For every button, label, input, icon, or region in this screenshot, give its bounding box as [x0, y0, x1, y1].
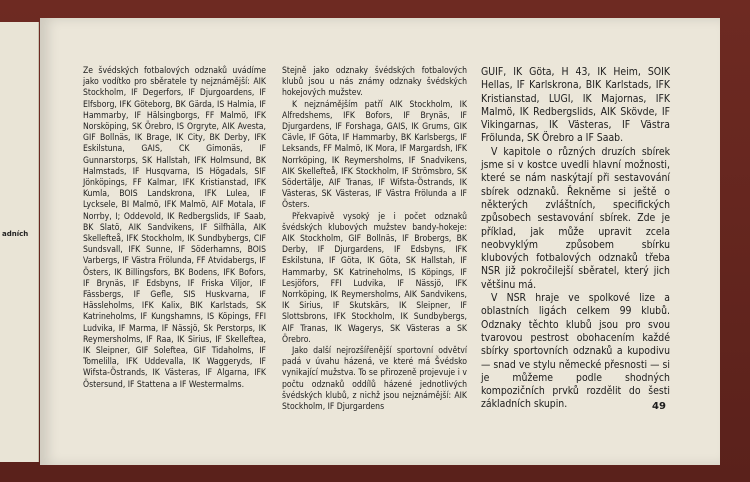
paragraph: GUIF, IK Göta, H 43, IK Heim, SOIK Hellas, IF Karlskrona, BIK Karlstads, IFK Kristianstad, LUGI, IK Majornas, IFK Malmö, IK Redbergslids, AIK Skövde, IF Vikingarnas, IK Västeras, IF Västra Frölunda, SK Örebro a IF Saab. — [481, 66, 670, 145]
paragraph: V NSR hraje ve spolkové lize a oblastních ligách celkem 99 klubů. Odznaky těchto klubů jsou pro svou tvarovou pestrost obohacením každé sbírky sportovních odznaků a kupodivu — snad ve stylu německé přesnosti — si je můžeme podle shodných kompozičních prvků rozdělit do šesti základních skupin. — [481, 292, 670, 411]
text-column-1 — [83, 66, 266, 391]
paragraph: K nejznámějším patří AIK Stockholm, IK Alfredshems, IFK Bofors, IF Brynäs, IF Djurgardens, IF Forshaga, GAIS, IK Grums, GIK Cävle, IF Göta, IF Hammarby, BK Karlsbergs, IF Leksands, FF Malmö, IK Mora, IF Margardsh, IFK Norrköping, IK Reymersholms, IF Snadvikens, AIK Skellefteå, IFK Stockholm, IF Strömsbro, SK Södertälje, AIF Tranas, IF Wifsta-Östrands, IK Västeras, SK Västeras, IF Västra Frölunda a IF Östers. — [282, 99, 467, 211]
paragraph: Ze švédských fotbalových odznaků uvádíme jako vodítko pro sběratele ty nejznámější: AIK Stockholm, IF Degerfors, IF Djurgoardens, IF Elfsborg, IFK Göteborg, BK Gärda, IS Halmia, IF Hammarby, IF Hälsingborgs, FF Malmö, IFK Norsköping, SK Örebro, IS Orgryte, AIK Avesta, GIF Bollnäs, IK Brage, IK City, BK Derby, IFK Eskilstuna, GAIS, CK Gimonäs, IF Gunnarstorps, SK Hallstah, IFK Holmsund, BK Halmstads, IF Husqvarna, IS Högadals, SIF Jönköpings, FF Kalmar, IFK Kristianstad, IFK Kumla, BOIS Landskrona, IFK Lulea, IF Lycksele, BI Malmö, IFK Malmö, AIF Motala, IF Norrby, I; Oddevold, IK Redbergslids, IF Saab, BK Slatö, AIK Sandvikens, IF Silfhälla, AIK Skellefteå, IFK Stockholm, IK Sundbybergs, CIF Sundsvall, IFK Sunne, IF Söderhamns, BOIS Varbergs, IF Västra Frölunda, FF Atvidabergs, IF Östers, IK Billingsfors, BK Bodens, IFK Bofors, IF Brynäs, IF Edsbyns, IF Friska Viljor, IF Fässbergs, IF Gefle, SIS Huskvarna, IF Hässleholms, IFK Kalix, BIK Karlstads, SK Katrineholms, IF Kungshamns, IS Köpings, FFI Ludvika, IF Marma, IF Nässjö, Sk Perstorps, IK Reymersholms, IF Raa, IK Sirius, IF Skelleftea, IK Sleipner, GIF Soleftea, GIF Tidaholms, IF Tomelilla, IFK Uddevalla, IK Waggeryds, IF Wifsta-Östrands, IK Västeras, IF Algarna, IFK Östersund, IF Stattena a IF Westermalms. — [83, 66, 266, 390]
paragraph: Překvapivě vysoký je i počet odznaků švédských klubových mužstev bandy-hokeje: AIK Stockholm, GIF Bollnäs, IF Brobergs, BK Derby, IF Djurgardens, IF Edsbyns, IFK Eskilstuna, IF Göta, IK Göta, SK Hallstah, IF Hammarby, SK Katrineholms, IS Köpings, IF Lesjöfors, FFI Ludvika, IF Nässjö, IFK Norrköping, IK Reymersholms, AIK Sandvikens, IK Sirius, IF Skutskärs, IK Sleipner, IF Slottsbrons, IFK Stockholm, IK Sundbybergs, AIF Tranas, IK Wagerys, SK Västeras a SK Örebro. — [282, 211, 467, 345]
left-page-edge — [0, 22, 39, 462]
paragraph: V kapitole o různých druzích sbírek jsme si v kostce uvedli hlavní možnosti, které se nám naskýtají při sestavování sbírek odznaků. Řekněme si ještě o některých zvláštních, specifických způsobech sestavování sbírek. Zde je příklad, jak může upravit zcela neobvyklým způsobem sbírku klubových fotbalových odznaků třeba NSR již pokročilejší sběratel, který jich většinu má. — [481, 145, 670, 291]
book-page — [40, 18, 720, 465]
paragraph: Stejně jako odznaky švédských fotbalových klubů jsou u nás známy odznaky švédských hokejových mužstev. — [282, 66, 467, 99]
paragraph: Jako další nejrozšířenější sportovní odvětví padá v úvahu házená, ve které má Švédsko vynikající mužstva. To se přirozeně projevuje i v počtu odznaků oddílů házené jednotlivých švédských klubů, z nichž jsou nejznámější: AIK Stockholm, IF Djurgardens — [282, 346, 467, 413]
page-number: 49 — [652, 401, 666, 412]
left-page-text-fragment: adních — [2, 230, 29, 238]
text-column-3 — [481, 66, 670, 412]
text-column-2 — [282, 66, 467, 413]
